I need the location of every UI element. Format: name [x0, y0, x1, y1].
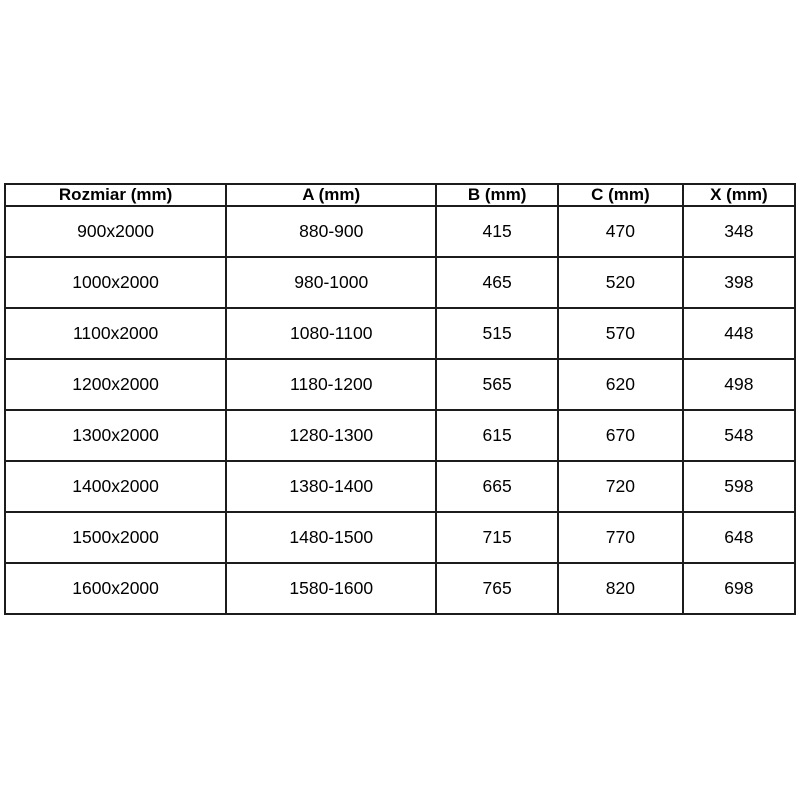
table-cell-b: 715 [436, 512, 558, 563]
table-cell-x: 498 [683, 359, 795, 410]
table-cell-rozmiar: 1500x2000 [5, 512, 226, 563]
table-row [5, 563, 795, 614]
column-header-x: X (mm) [683, 184, 795, 206]
table-cell-x: 698 [683, 563, 795, 614]
table-cell-rozmiar: 900x2000 [5, 206, 226, 257]
table-row [5, 257, 795, 308]
table-cell-c: 770 [558, 512, 683, 563]
column-header-b: B (mm) [436, 184, 558, 206]
table-cell-b: 515 [436, 308, 558, 359]
table-cell-a: 1280-1300 [226, 410, 436, 461]
table-cell-b: 765 [436, 563, 558, 614]
table-cell-rozmiar: 1200x2000 [5, 359, 226, 410]
table-row [5, 512, 795, 563]
table-cell-c: 620 [558, 359, 683, 410]
table-cell-b: 465 [436, 257, 558, 308]
table-cell-c: 570 [558, 308, 683, 359]
column-header-rozmiar: Rozmiar (mm) [5, 184, 226, 206]
table-cell-rozmiar: 1100x2000 [5, 308, 226, 359]
table-cell-b: 665 [436, 461, 558, 512]
table-cell-a: 1480-1500 [226, 512, 436, 563]
table-cell-c: 670 [558, 410, 683, 461]
table-cell-c: 520 [558, 257, 683, 308]
column-header-c: C (mm) [558, 184, 683, 206]
table-cell-x: 448 [683, 308, 795, 359]
table-row [5, 410, 795, 461]
table-cell-rozmiar: 1000x2000 [5, 257, 226, 308]
table-row [5, 461, 795, 512]
table-cell-x: 598 [683, 461, 795, 512]
table-row [5, 308, 795, 359]
table-cell-a: 1080-1100 [226, 308, 436, 359]
table-cell-rozmiar: 1300x2000 [5, 410, 226, 461]
table-cell-b: 415 [436, 206, 558, 257]
column-header-a: A (mm) [226, 184, 436, 206]
table-cell-a: 880-900 [226, 206, 436, 257]
size-spec-table-container [4, 183, 796, 615]
table-cell-x: 398 [683, 257, 795, 308]
table-cell-b: 565 [436, 359, 558, 410]
table-cell-a: 1180-1200 [226, 359, 436, 410]
table-cell-c: 720 [558, 461, 683, 512]
table-cell-c: 820 [558, 563, 683, 614]
table-cell-a: 1580-1600 [226, 563, 436, 614]
table-header-row [5, 184, 795, 206]
table-cell-b: 615 [436, 410, 558, 461]
table-cell-x: 548 [683, 410, 795, 461]
table-cell-a: 1380-1400 [226, 461, 436, 512]
table-row [5, 206, 795, 257]
table-cell-c: 470 [558, 206, 683, 257]
table-cell-rozmiar: 1400x2000 [5, 461, 226, 512]
table-row [5, 359, 795, 410]
table-cell-a: 980-1000 [226, 257, 436, 308]
table-cell-rozmiar: 1600x2000 [5, 563, 226, 614]
table-cell-x: 348 [683, 206, 795, 257]
size-spec-table [4, 183, 796, 615]
table-cell-x: 648 [683, 512, 795, 563]
